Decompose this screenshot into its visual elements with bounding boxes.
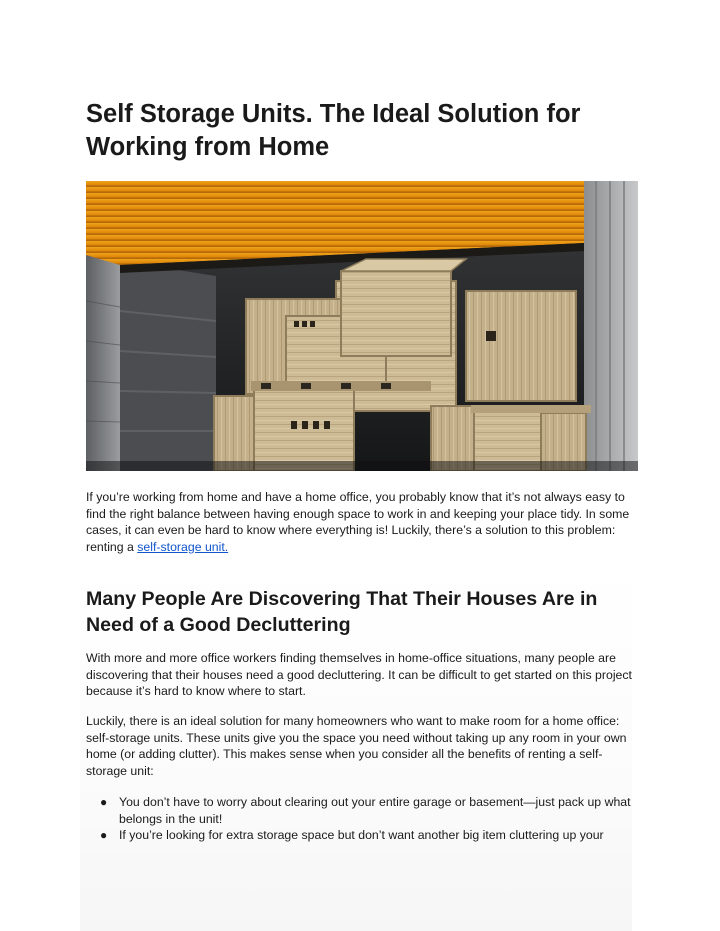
list-item-text: If you’re looking for extra storage space but don’t want another big item cluttering up your <box>119 828 604 842</box>
bullet-icon: ● <box>100 828 108 842</box>
benefits-list <box>86 794 638 844</box>
section-paragraph-1: With more and more office workers finding themselves in home-office situations, many people are discovering that their houses need a good decluttering. It can be difficult to get started on this project because it’s hard to know where to start. <box>86 651 632 698</box>
list-item <box>86 794 638 827</box>
section-heading: Many People Are Discovering That Their Houses Are in Need of a Good Decluttering <box>86 588 598 636</box>
intro-paragraph <box>86 489 638 555</box>
storage-unit-illustration <box>86 181 638 471</box>
page-title: Self Storage Units. The Ideal Solution for Working from Home <box>86 100 581 161</box>
intro-text: If you’re working from home and have a home office, you probably know that it’s not always easy to find the right balance between having enough space to work in and keeping your place tidy. In some cases, it can even be hard to know where everything is! Luckily, there’s a solution to this problem: renting a <box>86 490 630 554</box>
section-paragraph-2: Luckily, there is an ideal solution for many homeowners who want to make room for a home office: self-storage units. These units give you the space you need without taking up any room in your own home (or adding clutter). This makes sense when you consider all the benefits of renting a self-storage unit: <box>86 714 627 778</box>
list-item <box>86 827 638 844</box>
list-item-text: You don’t have to worry about clearing out your entire garage or basement—just pack up what belongs in the unit! <box>119 795 631 826</box>
hero-image <box>86 181 638 471</box>
bullet-icon: ● <box>100 795 108 809</box>
self-storage-unit-link[interactable]: self-storage unit. <box>137 539 229 554</box>
